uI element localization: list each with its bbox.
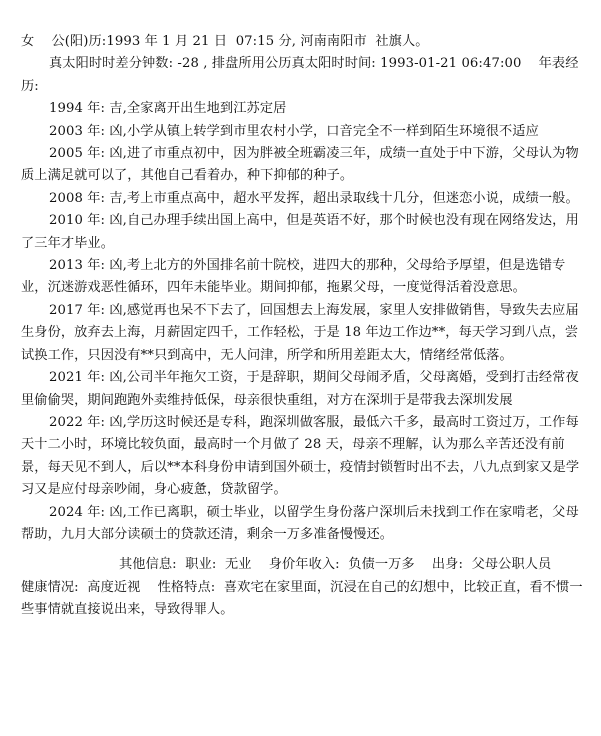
history-label: 历: xyxy=(21,78,39,94)
horoscope-document xyxy=(21,31,587,622)
year-entry-2024: 2024 年: 凶,工作已离职，硕士毕业，以留学生身份落户深圳后未找到工作在家啃老，父母帮助，九月大部分读硕士的贷款还清，剩余一万多准备慢慢还。 xyxy=(21,504,579,542)
health-personality-line: 健康情况: 高度近视 性格特点: 喜欢宅在家里面，沉浸在自己的幻想中，比较正直，看不惯一些事情就直接说出来，导致得罪人。 xyxy=(21,579,583,618)
year-entry-2010: 2010 年: 凶,自己办理手续出国上高中，但是英语不好，那个时候也没有现在网络发达，用了三年才毕业。 xyxy=(21,213,579,251)
other-info-section xyxy=(21,554,587,621)
year-entry-2017: 2017 年: 凶,感觉再也呆不下去了，回国想去上海发展，家里人安排做销售，导致失去应届生身份，放弃去上海，月薪固定四千，工作轻松，于是 18 年边工作边**，每天学习到八点，尝试换工作，只因没有**只到高中，无人问津，所学和所用差距太大，情绪经常低落。 xyxy=(21,302,579,363)
year-entry-2022: 2022 年: 凶,学历这时候还是专科，跑深圳做客服，最低六千多，最高时工资过万，工作每天十二小时，环境比较负面，最高时一个月做了 28 天，母亲不理解，认为那么辛苦还没有前景，每天见不到人，后以**本科身份申请到国外硕士，疫情封锁暂时出不去，八九点到家又是学习又是应付母亲吵闹，身心疲惫，贷款留学。 xyxy=(21,414,580,498)
year-entry-2008: 2008 年: 吉,考上市重点高中，超水平发挥，超出录取线十几分，但迷恋小说，成绩一般。 xyxy=(49,190,579,206)
other-info-line: 其他信息: 职业: 无业 身价年收入: 负债一万多 出身: 父母公职人员 xyxy=(119,557,552,573)
year-entry-2013: 2013 年: 凶,考上北方的外国排名前十院校，进四大的那种，父母给予厚望，但是选错专业，沉迷游戏恶性循环，四年未能毕业。期间抑郁，拖累父母，一度觉得活着没意思。 xyxy=(21,258,566,296)
year-entry-2005: 2005 年: 凶,进了市重点初中，因为胖被全班霸凌三年，成绩一直处于中下游，父母认为物质上满足就可以了，其他自己看着办，种下抑郁的种子。 xyxy=(21,146,579,184)
year-entry-2003: 2003 年: 凶,小学从镇上转学到市里农村小学，口音完全不一样到陌生环境很不适应 xyxy=(49,123,539,139)
year-entry-2021: 2021 年: 凶,公司半年拖欠工资，于是辞职，期间父母闹矛盾，父母离婚，受到打击经常夜里偷偷哭，期间跑跑外卖维持低保，母亲很快重组，对方在深圳于是带我去深圳发展 xyxy=(21,370,579,408)
birth-info-line: 女 公(阳)历:1993 年 1 月 21 日 07:15 分, 河南南阳市 社旗人。 xyxy=(21,34,429,49)
solar-time-line: 真太阳时时差分钟数: -28 , 排盘所用公历真太阳时时间: 1993-01-21 06:47:00 年表经 xyxy=(49,56,579,72)
year-entry-1994: 1994 年: 吉,全家离开出生地到江苏定居 xyxy=(49,101,287,117)
